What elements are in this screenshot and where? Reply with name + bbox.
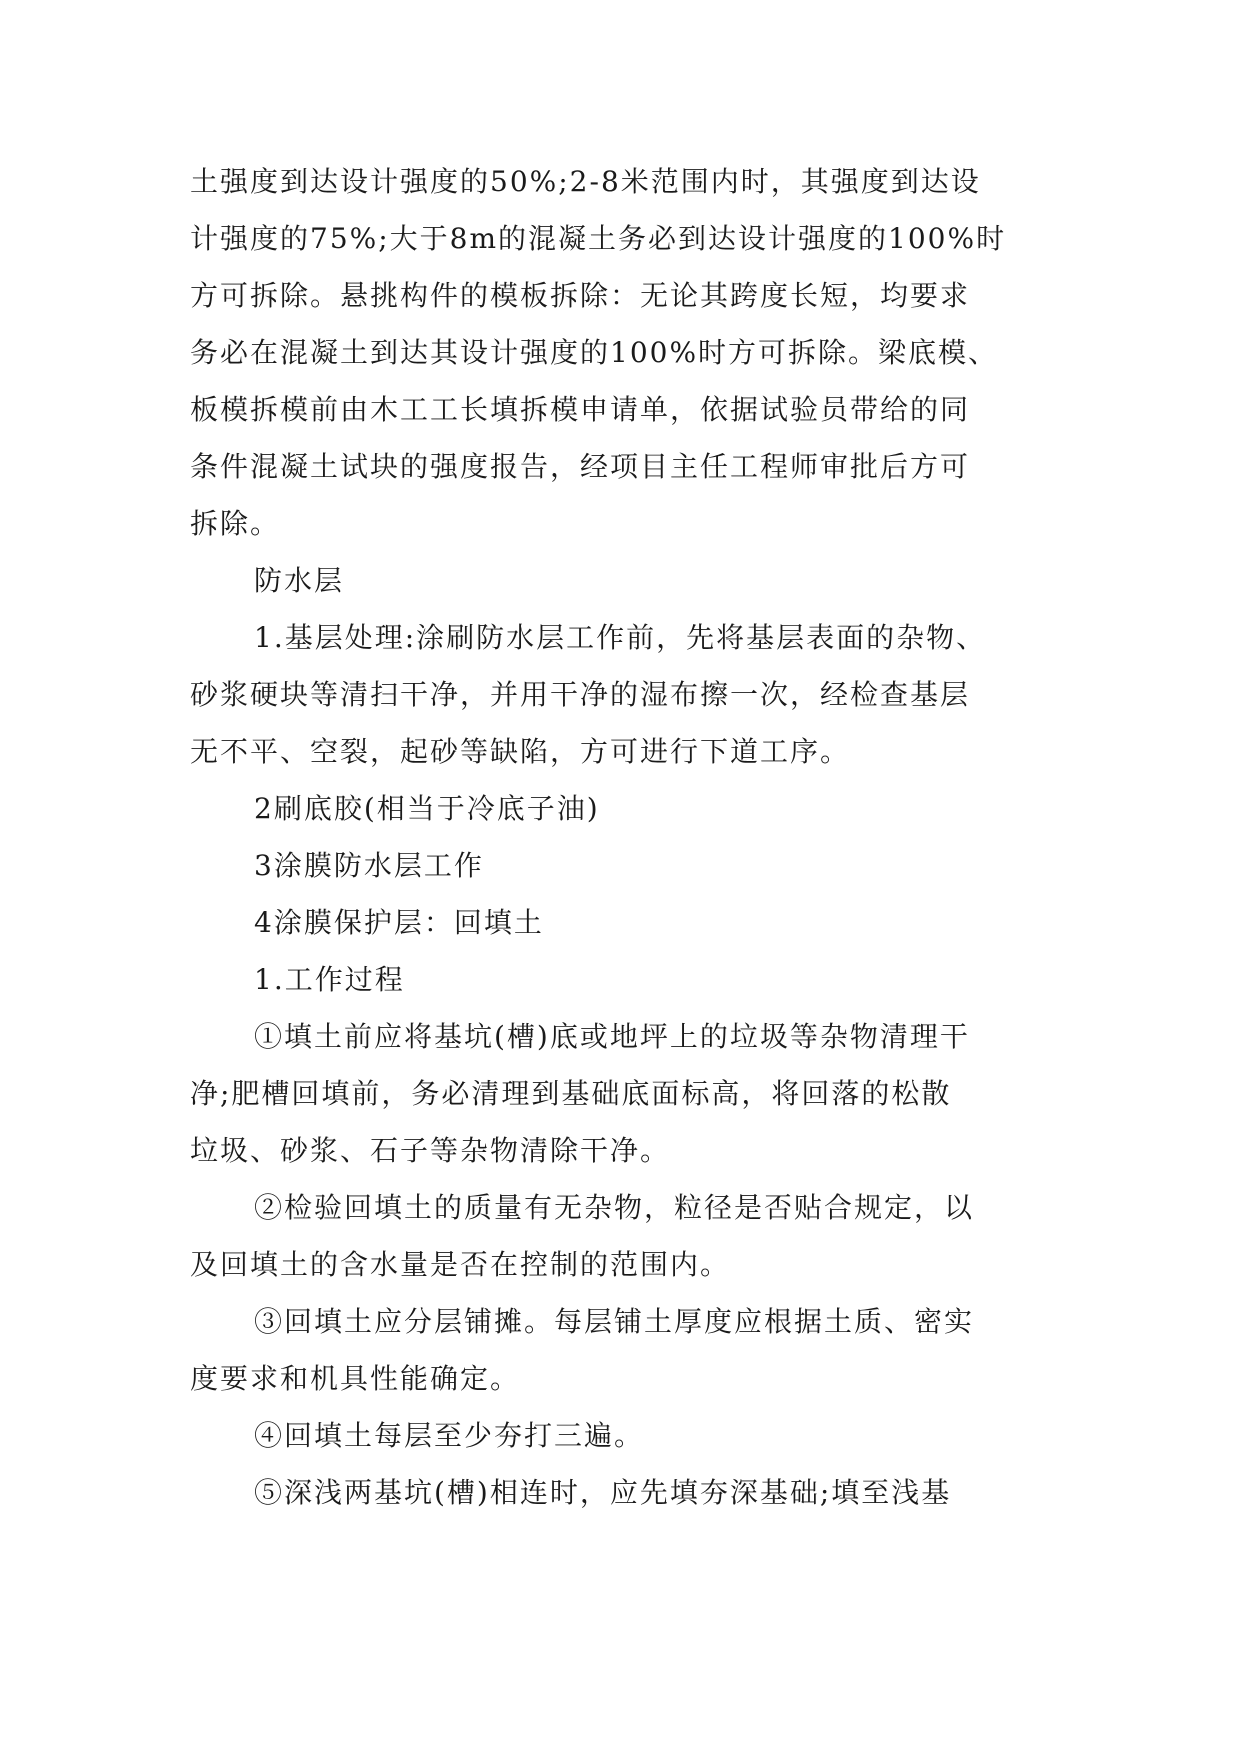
text-line: 2刷底胶(相当于冷底子油)	[254, 792, 600, 825]
text-line: 1.基层处理:涂刷防水层工作前，先将基层表面的杂物、	[254, 621, 987, 654]
text-line: 净;肥槽回填前，务必清理到基础底面标高，将回落的松散	[190, 1077, 952, 1110]
text-line: 务必在混凝土到达其设计强度的100%时方可拆除。梁底模、	[190, 336, 999, 369]
text-line: 3涂膜防水层工作	[254, 849, 484, 882]
text-line: ④回填土每层至少夯打三遍。	[254, 1419, 645, 1452]
text-line: ⑤深浅两基坑(槽)相连时，应先填夯深基础;填至浅基	[254, 1476, 952, 1509]
section-heading: 防水层	[254, 564, 345, 597]
text-line: 度要求和机具性能确定。	[190, 1362, 521, 1395]
text-line: 计强度的75%;大于8m的混凝土务必到达设计强度的100%时	[190, 222, 1007, 255]
text-line: 4涂膜保护层：回填土	[254, 906, 544, 939]
text-line: 1.工作过程	[254, 963, 405, 996]
text-line: 方可拆除。悬挑构件的模板拆除：无论其跨度长短，均要求	[190, 279, 971, 312]
text-line: 板模拆模前由木工工长填拆模申请单，依据试验员带给的同	[190, 393, 971, 426]
text-line: ①填土前应将基坑(槽)底或地坪上的垃圾等杂物清理干	[254, 1020, 970, 1053]
text-line: 条件混凝土试块的强度报告，经项目主任工程师审批后方可	[190, 450, 971, 483]
text-line: 及回填土的含水量是否在控制的范围内。	[190, 1248, 731, 1281]
text-line: 土强度到达设计强度的50%;2-8米范围内时，其强度到达设	[190, 165, 981, 198]
text-line: 砂浆硬块等清扫干净，并用干净的湿布擦一次，经检查基层	[190, 678, 971, 711]
text-line: ②检验回填土的质量有无杂物，粒径是否贴合规定，以	[254, 1191, 975, 1224]
text-line: 拆除。	[190, 507, 281, 540]
text-line: 垃圾、砂浆、石子等杂物清除干净。	[190, 1134, 671, 1167]
text-line: 无不平、空裂，起砂等缺陷，方可进行下道工序。	[190, 735, 851, 768]
text-line: ③回填土应分层铺摊。每层铺土厚度应根据土质、密实	[254, 1305, 975, 1338]
